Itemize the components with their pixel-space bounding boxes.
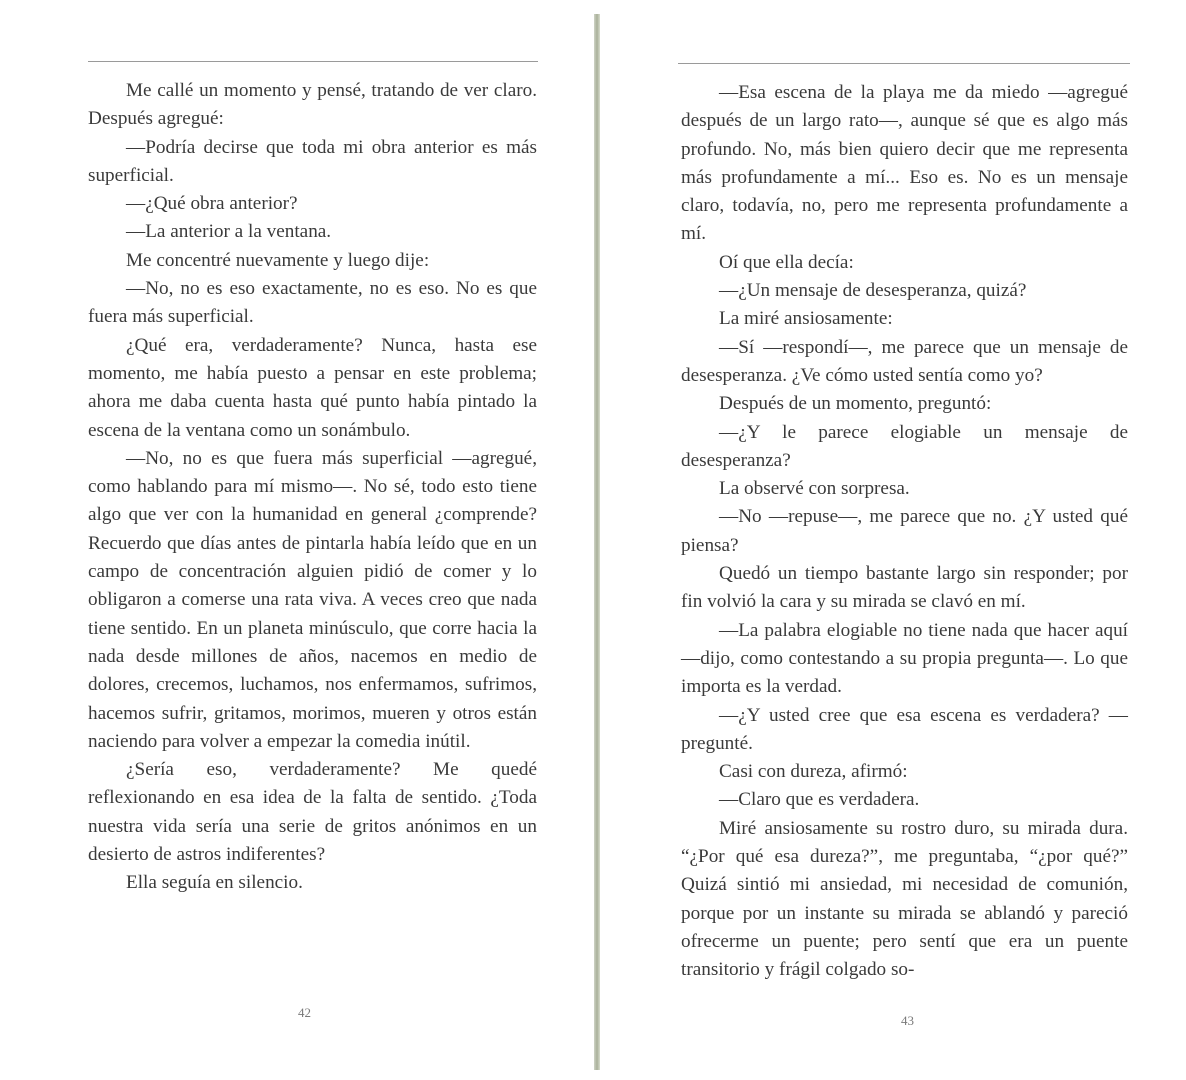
paragraph: La observé con sorpresa. xyxy=(719,478,910,500)
paragraph: —¿Y le parece elogiable un mensaje de desesperanza? xyxy=(681,421,1128,471)
paragraph: Quedó un tiempo bastante largo sin responder; por fin volvió la cara y su mirada se clavó en mí. xyxy=(681,563,1128,613)
paragraph: —La anterior a la ventana. xyxy=(126,221,332,243)
paragraph: —Podría decirse que toda mi obra anterior es más superficial. xyxy=(88,136,537,186)
paragraph: —¿Un mensaje de desesperanza, quizá? xyxy=(719,280,1027,302)
paragraph: Casi con dureza, afirmó: xyxy=(719,761,908,783)
right-page xyxy=(600,0,1186,1080)
header-rule xyxy=(88,61,538,62)
paragraph: —¿Y usted cree que esa escena es verdadera? —pregunté. xyxy=(681,704,1128,754)
paragraph: Después de un momento, preguntó: xyxy=(719,393,992,415)
paragraph: —No, no es eso exactamente, no es eso. No es que fuera más superficial. xyxy=(88,278,537,328)
header-rule xyxy=(678,63,1130,64)
paragraph: Oí que ella decía: xyxy=(719,251,854,273)
paragraph: La miré ansiosamente: xyxy=(719,308,893,330)
paragraph: —Claro que es verdadera. xyxy=(719,789,920,811)
paragraph: ¿Sería eso, verdaderamente? Me quedé reflexionando en esa idea de la falta de sentido. ¿Toda nuestra vida sería una serie de gritos anónimos en un desierto de astros indiferentes? xyxy=(88,759,537,866)
paragraph: Ella seguía en silencio. xyxy=(126,872,303,894)
page-number: 43 xyxy=(901,1013,914,1028)
paragraph: —¿Qué obra anterior? xyxy=(126,193,298,215)
paragraph: Miré ansiosamente su rostro duro, su mirada dura. “¿Por qué esa dureza?”, me preguntaba, “¿por qué?” Quizá sintió mi ansiedad, mi necesidad de comunión, porque por un instante su mirada se ablandó y pareció ofrecerme un puente; pero sentí que era un puente transitorio y frágil colgado so- xyxy=(681,817,1128,981)
page-body xyxy=(88,77,537,898)
paragraph: Me concentré nuevamente y luego dije: xyxy=(126,249,430,271)
paragraph: Me callé un momento y pensé, tratando de ver claro. Después agregué: xyxy=(88,80,537,130)
left-page xyxy=(0,0,592,1080)
paragraph: —No —repuse—, me parece que no. ¿Y usted qué piensa? xyxy=(681,506,1128,556)
paragraph: —No, no es que fuera más superficial —agregué, como hablando para mí mismo—. No sé, todo esto tiene algo que ver con la humanidad en general ¿comprende? Recuerdo que días antes de pintarla había leído que en un campo de concentración alguien pidió de comer y lo obligaron a comerse una rata viva. A veces creo que nada tiene sentido. En un planeta minúsculo, que corre hacia la nada desde millones de años, nacemos en medio de dolores, crecemos, luchamos, nos enfermamos, sufrimos, hacemos sufrir, gritamos, morimos, mueren y otros están naciendo para volver a empezar la comedia inútil. xyxy=(88,447,537,752)
paragraph: —Esa escena de la playa me da miedo —agregué después de un largo rato—, aunque sé que es algo más profundo. No, más bien quiero decir que me representa más profundamente a mí... Eso es. No es un mensaje claro, todavía, no, pero me representa profundamente a mí. xyxy=(681,82,1128,245)
page-number: 42 xyxy=(298,1005,311,1020)
page-body xyxy=(681,79,1128,985)
paragraph: —Sí —respondí—, me parece que un mensaje de desesperanza. ¿Ve cómo usted sentía como yo? xyxy=(681,336,1128,386)
paragraph: ¿Qué era, verdaderamente? Nunca, hasta ese momento, me había puesto a pensar en este problema; ahora me daba cuenta hasta qué punto había pintado la escena de la ventana como un sonámbulo. xyxy=(88,334,537,441)
paragraph: —La palabra elogiable no tiene nada que hacer aquí —dijo, como contestando a su propia pregunta—. Lo que importa es la verdad. xyxy=(681,619,1128,698)
